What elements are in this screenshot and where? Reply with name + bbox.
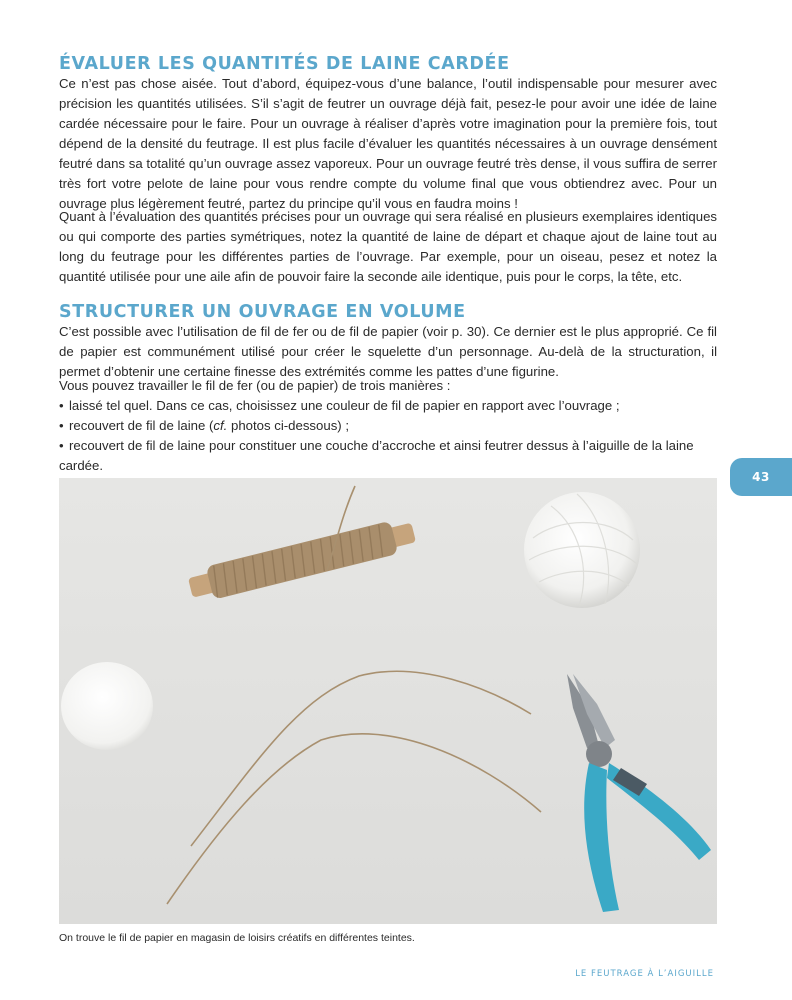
paragraph-structure-1: C’est possible avec l’utilisation de fil de fer ou de fil de papier (voir p. 30). Ce dernier est le plus approprié. Ce fil de papier est communément utilisé pour créer le squelette d’un personnage. Au-delà de la structuration, il permet d’obtenir une certaine finesse des extrémités comme les pattes d’une figurine. [59, 324, 717, 379]
paragraph-quantities-2: Quant à l’évaluation des quantités précises pour un ouvrage qui sera réalisé en plusieurs exemplaires identiques ou qui comporte des parties symétriques, notez la quantité de laine de départ et chaque ajout de laine tout au long du feutrage pour les différentes parties de l’ouvrage. Par exemple, pour un oiseau, pesez et notez la quantité utilisée pour une aile afin de pouvoir faire la seconde aile identique, puis pour le corps, la tête, etc. [59, 209, 717, 284]
materials-photo [59, 478, 717, 924]
photo-caption: On trouve le fil de papier en magasin de loisirs créatifs en différentes teintes. [59, 932, 415, 944]
bullet-text: recouvert de fil de laine pour constituer une couche d’accroche et ainsi feutrer dessus à l’aiguille de la laine cardée. [59, 438, 694, 473]
list-item [59, 416, 719, 436]
section-title-structure: STRUCTURER UN OUVRAGE EN VOLUME [59, 302, 466, 322]
yarn-ball [524, 492, 640, 608]
bullet-text: laissé tel quel. Dans ce cas, choisissez une couleur de fil de papier en rapport avec l’ouvrage ; [69, 398, 620, 413]
section-title-quantities: ÉVALUER LES QUANTITÉS DE LAINE CARDÉE [59, 54, 510, 74]
page-number: 43 [752, 470, 770, 484]
bullet-symbol: • [59, 398, 64, 413]
bullet-symbol: • [59, 438, 64, 453]
bullet-symbol: • [59, 418, 64, 433]
bullet-text: recouvert de fil de laine ( [69, 418, 214, 433]
carded-wool [61, 662, 153, 750]
page-number-tab [730, 458, 792, 496]
structure-intro: Vous pouvez travailler le fil de fer (ou de papier) de trois manières : [59, 378, 451, 393]
running-footer: LE FEUTRAGE À L’AIGUILLE [575, 969, 714, 979]
bullet-text: photos ci-dessous) ; [227, 418, 350, 433]
paragraph-quantities-1: Ce n’est pas chose aisée. Tout d’abord, équipez-vous d’une balance, l’outil indispensable pour mesurer avec précision les quantités utilisées. S’il s’agit de feutrer un ouvrage déjà fait, pesez-le pour avoir une idée de laine cardée nécessaire pour le faire. Pour un ouvrage à réaliser d’après votre imagination pour la première fois, tout dépend de la densité du feutrage. Il est plus facile d’évaluer les quantités nécessaires à un ouvrage densément feutré dans sa totalité qu’un ouvrage assez vaporeux. Pour un ouvrage feutré très dense, il vous suffira de serrer très fort votre pelote de laine pour vous rendre compte du volume final que vous obtiendrez avec. Pour un ouvrage plus légèrement feutré, partez du principe qu’il vous en faudra moins ! [59, 76, 717, 211]
list-item [59, 396, 719, 416]
bullet-text-italic: cf. [213, 418, 228, 433]
